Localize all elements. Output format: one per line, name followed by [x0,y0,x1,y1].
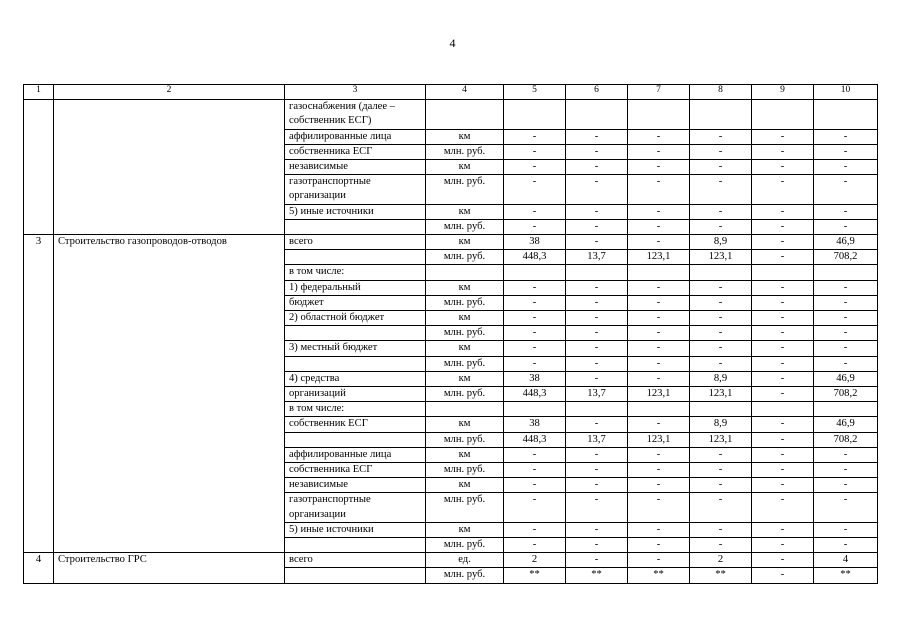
source-cell: в том числе: [285,402,426,417]
value-cell: - [814,160,878,175]
value-cell: - [814,326,878,341]
value-cell: - [690,478,752,493]
header-cell: 10 [814,85,878,100]
value-cell: - [628,538,690,553]
value-cell: - [628,235,690,250]
value-cell [690,100,752,129]
source-cell: всего [285,553,426,568]
unit-cell: км [426,371,504,386]
value-cell: - [566,447,628,462]
value-cell: - [566,493,628,522]
value-cell [690,265,752,280]
value-cell: - [814,144,878,159]
value-cell: 2 [504,553,566,568]
value-cell: - [752,341,814,356]
source-cell: независимые [285,160,426,175]
value-cell: - [752,463,814,478]
source-cell: аффилированные лица [285,447,426,462]
unit-cell: км [426,341,504,356]
value-cell [814,402,878,417]
unit-cell: млн. руб. [426,432,504,447]
source-cell: собственника ЕСГ [285,144,426,159]
value-cell: ** [566,568,628,583]
value-cell: - [628,493,690,522]
source-cell [285,326,426,341]
source-cell [285,432,426,447]
value-cell: - [814,204,878,219]
value-cell: - [814,295,878,310]
value-cell [504,100,566,129]
value-cell: - [628,204,690,219]
value-cell: - [504,219,566,234]
source-cell: 2) областной бюджет [285,311,426,326]
value-cell: - [628,175,690,204]
source-cell [285,356,426,371]
value-cell: - [690,522,752,537]
value-cell: - [566,144,628,159]
value-cell [752,402,814,417]
value-cell: - [690,463,752,478]
value-cell: 38 [504,417,566,432]
value-cell: 8,9 [690,417,752,432]
value-cell: - [504,144,566,159]
value-cell: - [628,219,690,234]
value-cell: - [628,522,690,537]
value-cell: ** [814,568,878,583]
source-cell: собственник ЕСГ [285,417,426,432]
value-cell: 448,3 [504,250,566,265]
value-cell: - [504,493,566,522]
value-cell: 8,9 [690,371,752,386]
value-cell: - [690,341,752,356]
value-cell: - [814,447,878,462]
value-cell: 46,9 [814,371,878,386]
value-cell: - [752,553,814,568]
value-cell: ** [628,568,690,583]
unit-cell: млн. руб. [426,250,504,265]
value-cell: - [566,175,628,204]
unit-cell: км [426,417,504,432]
value-cell: 123,1 [690,387,752,402]
value-cell: 708,2 [814,432,878,447]
unit-cell: ед. [426,553,504,568]
value-cell: - [566,371,628,386]
header-cell: 8 [690,85,752,100]
value-cell: 13,7 [566,432,628,447]
value-cell: - [752,478,814,493]
value-cell: - [814,356,878,371]
value-cell: - [504,295,566,310]
page-number: 4 [449,36,456,50]
unit-cell: млн. руб. [426,538,504,553]
row-number-cell: 4 [24,553,54,583]
source-cell: в том числе: [285,265,426,280]
value-cell: - [628,447,690,462]
value-cell: 46,9 [814,235,878,250]
value-cell: - [814,219,878,234]
source-cell [285,568,426,583]
value-cell: - [566,417,628,432]
row-number-cell: 3 [24,235,54,553]
value-cell: - [566,295,628,310]
value-cell: - [752,295,814,310]
table-header-row [24,85,878,100]
unit-cell: млн. руб. [426,356,504,371]
unit-cell: км [426,311,504,326]
value-cell: 123,1 [690,432,752,447]
value-cell: - [628,326,690,341]
value-cell: - [690,326,752,341]
unit-cell: млн. руб. [426,219,504,234]
value-cell: - [566,478,628,493]
table-row [24,553,878,568]
value-cell: - [814,493,878,522]
value-cell: - [628,478,690,493]
value-cell: - [628,463,690,478]
value-cell: - [504,175,566,204]
value-cell: - [752,129,814,144]
header-cell: 1 [24,85,54,100]
value-cell: - [504,522,566,537]
unit-cell: млн. руб. [426,463,504,478]
value-cell: - [566,280,628,295]
value-cell: - [690,280,752,295]
value-cell: ** [690,568,752,583]
value-cell: - [690,295,752,310]
source-cell: 4) средства [285,371,426,386]
value-cell: - [504,160,566,175]
value-cell: 448,3 [504,432,566,447]
value-cell: - [814,463,878,478]
unit-cell: млн. руб. [426,175,504,204]
unit-cell: млн. руб. [426,295,504,310]
source-cell: собственника ЕСГ [285,463,426,478]
value-cell: - [814,478,878,493]
value-cell: 38 [504,371,566,386]
value-cell: - [752,160,814,175]
value-cell [814,265,878,280]
value-cell: - [752,219,814,234]
value-cell: - [504,538,566,553]
value-cell: - [628,280,690,295]
value-cell: - [566,522,628,537]
value-cell: - [504,280,566,295]
unit-cell: км [426,204,504,219]
value-cell: 123,1 [628,432,690,447]
value-cell: - [752,417,814,432]
value-cell: 448,3 [504,387,566,402]
header-cell: 3 [285,85,426,100]
value-cell: - [752,204,814,219]
value-cell: - [690,311,752,326]
value-cell: - [752,493,814,522]
value-cell [628,100,690,129]
value-cell: - [752,356,814,371]
value-cell: - [566,538,628,553]
unit-cell: млн. руб. [426,493,504,522]
value-cell: - [814,129,878,144]
name-cell [54,100,285,235]
value-cell: - [628,311,690,326]
value-cell: - [566,160,628,175]
value-cell: - [752,522,814,537]
value-cell: - [814,522,878,537]
unit-cell: млн. руб. [426,144,504,159]
table-row [24,100,878,129]
name-cell: Строительство ГРС [54,553,285,583]
value-cell: ** [504,568,566,583]
value-cell: - [690,538,752,553]
value-cell: 2 [690,553,752,568]
value-cell [628,402,690,417]
value-cell: - [504,356,566,371]
value-cell: - [504,326,566,341]
value-cell: - [566,463,628,478]
value-cell: - [504,341,566,356]
unit-cell [426,402,504,417]
header-cell: 5 [504,85,566,100]
value-cell: 13,7 [566,250,628,265]
name-cell: Строительство газопроводов-отводов [54,235,285,553]
value-cell: - [566,235,628,250]
value-cell [566,402,628,417]
value-cell: - [628,371,690,386]
value-cell: - [752,538,814,553]
value-cell: - [628,160,690,175]
header-cell: 6 [566,85,628,100]
value-cell: 123,1 [628,387,690,402]
value-cell: - [752,432,814,447]
data-table [23,84,878,584]
unit-cell: млн. руб. [426,387,504,402]
value-cell: - [566,356,628,371]
unit-cell: млн. руб. [426,326,504,341]
value-cell: - [814,311,878,326]
value-cell: - [690,144,752,159]
value-cell: - [504,447,566,462]
value-cell: 123,1 [628,250,690,265]
value-cell: 38 [504,235,566,250]
source-cell: 1) федеральный [285,280,426,295]
value-cell: - [690,175,752,204]
unit-cell: км [426,522,504,537]
value-cell: - [566,204,628,219]
table-row [24,235,878,250]
unit-cell [426,265,504,280]
value-cell: - [628,144,690,159]
unit-cell [426,100,504,129]
value-cell: - [566,129,628,144]
unit-cell: км [426,280,504,295]
value-cell: - [690,219,752,234]
value-cell [628,265,690,280]
value-cell: 13,7 [566,387,628,402]
value-cell: - [752,144,814,159]
header-cell: 2 [54,85,285,100]
value-cell: 4 [814,553,878,568]
unit-cell: млн. руб. [426,568,504,583]
value-cell [566,100,628,129]
row-number-cell [24,100,54,235]
value-cell: - [814,538,878,553]
value-cell: - [628,417,690,432]
value-cell: - [814,280,878,295]
value-cell: - [566,219,628,234]
value-cell: - [752,280,814,295]
source-cell [285,219,426,234]
value-cell: - [504,311,566,326]
value-cell: - [752,326,814,341]
value-cell: - [566,553,628,568]
unit-cell: км [426,235,504,250]
value-cell [504,402,566,417]
value-cell: 8,9 [690,235,752,250]
value-cell: - [752,175,814,204]
value-cell: - [628,356,690,371]
value-cell [814,100,878,129]
value-cell [566,265,628,280]
value-cell: - [752,235,814,250]
source-cell: 5) иные источники [285,204,426,219]
source-cell: газотранспортные организации [285,493,426,522]
value-cell: - [628,553,690,568]
unit-cell: км [426,478,504,493]
source-cell: аффилированные лица [285,129,426,144]
source-cell: газотранспортные организации [285,175,426,204]
value-cell: - [690,129,752,144]
value-cell: - [504,204,566,219]
value-cell: 123,1 [690,250,752,265]
value-cell: - [628,295,690,310]
value-cell: 708,2 [814,387,878,402]
value-cell [752,100,814,129]
value-cell: - [814,175,878,204]
value-cell: - [752,371,814,386]
value-cell: - [566,341,628,356]
source-cell: организаций [285,387,426,402]
source-cell [285,250,426,265]
value-cell: 708,2 [814,250,878,265]
value-cell: - [752,311,814,326]
value-cell [690,402,752,417]
value-cell: - [566,311,628,326]
source-cell: всего [285,235,426,250]
header-cell: 4 [426,85,504,100]
value-cell: - [690,447,752,462]
value-cell: - [752,447,814,462]
value-cell [504,265,566,280]
unit-cell: км [426,160,504,175]
value-cell: - [690,493,752,522]
value-cell: 46,9 [814,417,878,432]
source-cell: 5) иные источники [285,522,426,537]
value-cell: - [628,129,690,144]
unit-cell: км [426,447,504,462]
source-cell: независимые [285,478,426,493]
value-cell: - [814,341,878,356]
source-cell [285,538,426,553]
value-cell: - [504,129,566,144]
value-cell [752,265,814,280]
table-body [24,100,878,584]
value-cell: - [504,478,566,493]
value-cell: - [752,568,814,583]
header-cell: 7 [628,85,690,100]
value-cell: - [690,204,752,219]
source-cell: газоснабжения (далее – собственник ЕСГ) [285,100,426,129]
value-cell: - [752,250,814,265]
value-cell: - [690,356,752,371]
value-cell: - [628,341,690,356]
unit-cell: км [426,129,504,144]
source-cell: 3) местный бюджет [285,341,426,356]
value-cell: - [504,463,566,478]
value-cell: - [566,326,628,341]
header-cell: 9 [752,85,814,100]
value-cell: - [690,160,752,175]
value-cell: - [752,387,814,402]
source-cell: бюджет [285,295,426,310]
